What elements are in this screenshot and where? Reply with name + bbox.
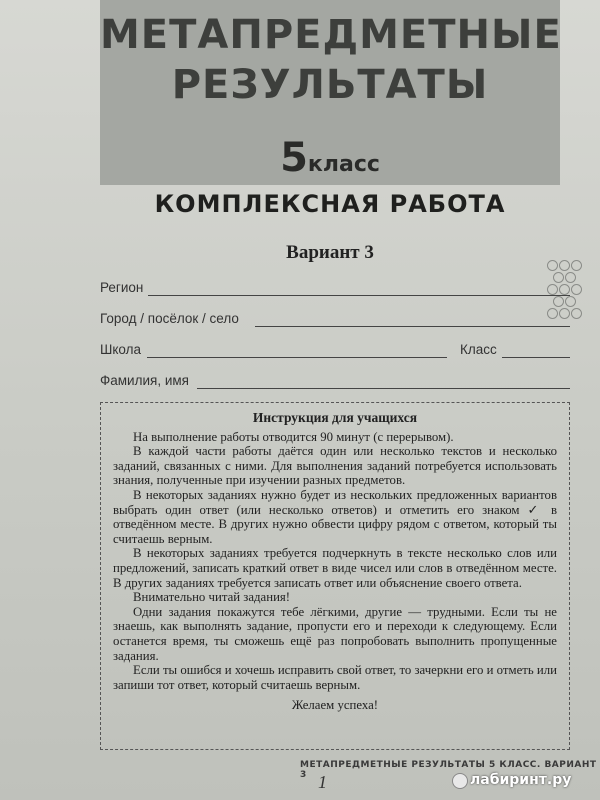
page-number: 1	[318, 772, 327, 792]
school-field[interactable]	[147, 357, 447, 358]
title-line-2: РЕЗУЛЬТАТЫ	[171, 62, 489, 108]
instructions-paragraph: Одни задания покажутся тебе лёгкими, другие — трудными. Если ты не знаешь, как выполнять задание, пропусти его и переходи к следующему. Если останется время, ты сможешь ещё раз попробовать выполнить пропущенные задания.	[113, 604, 557, 663]
city-label: Город / посёлок / село	[100, 311, 239, 326]
instructions-heading: Инструкция для учащихся	[252, 410, 418, 425]
grade-number: 5	[280, 135, 308, 181]
school-label: Школа	[100, 342, 142, 357]
watermark-text: лабиринт.ру	[470, 772, 572, 788]
grade-word: класс	[307, 152, 380, 177]
work-title: КОМПЛЕКСНАЯ РАБОТА	[154, 190, 506, 218]
instructions-paragraph: В каждой части работы даётся один или несколько текстов и несколько заданий, связанных с ними. Для выполнения заданий потребуется использовать знания, полученные при изучении разных предметов.	[113, 444, 557, 488]
city-field[interactable]	[255, 326, 570, 327]
variant-label: Вариант 3	[286, 242, 374, 263]
region-field[interactable]	[148, 295, 570, 296]
instructions-paragraph: Если ты ошибся и хочешь исправить свой ответ, то зачеркни его и отметь или запиши тот ответ, который считаешь верным.	[113, 663, 557, 692]
instructions-paragraph: В некоторых заданиях нужно будет из нескольких предложенных вариантов выбрать один ответ (или несколько ответов) и отметить его знаком ✓ в отведённом месте. В других нужно обвести цифру рядом с ответом, который ты считаешь верным.	[113, 487, 557, 546]
instructions-paragraph: На выполнение работы отводится 90 минут (с перерывом).	[133, 429, 454, 444]
class-field[interactable]	[502, 357, 570, 358]
title-line-1: МЕТАПРЕДМЕТНЫЕ	[100, 12, 562, 58]
instructions-paragraph: Внимательно читай задания!	[133, 590, 291, 605]
closing-wish: Желаем успеха!	[291, 698, 379, 713]
instructions-paragraph: В некоторых заданиях требуется подчеркнуть в тексте несколько слов или предложений, записать краткий ответ в виде чисел или слов в отведённом месте. В других заданиях требуется записать ответ или объяснение своего ответа.	[113, 546, 557, 590]
class-label: Класс	[460, 342, 497, 357]
running-title: МЕТАПРЕДМЕТНЫЕ РЕЗУЛЬТАТЫ 5 КЛАСС. ВАРИАНТ 3	[300, 760, 597, 780]
name-field[interactable]	[197, 388, 570, 389]
name-label: Фамилия, имя	[100, 373, 189, 388]
grade-label	[100, 135, 560, 181]
region-label: Регион	[100, 280, 144, 295]
instructions-box	[100, 402, 570, 750]
watermark-logo-icon	[452, 773, 468, 789]
